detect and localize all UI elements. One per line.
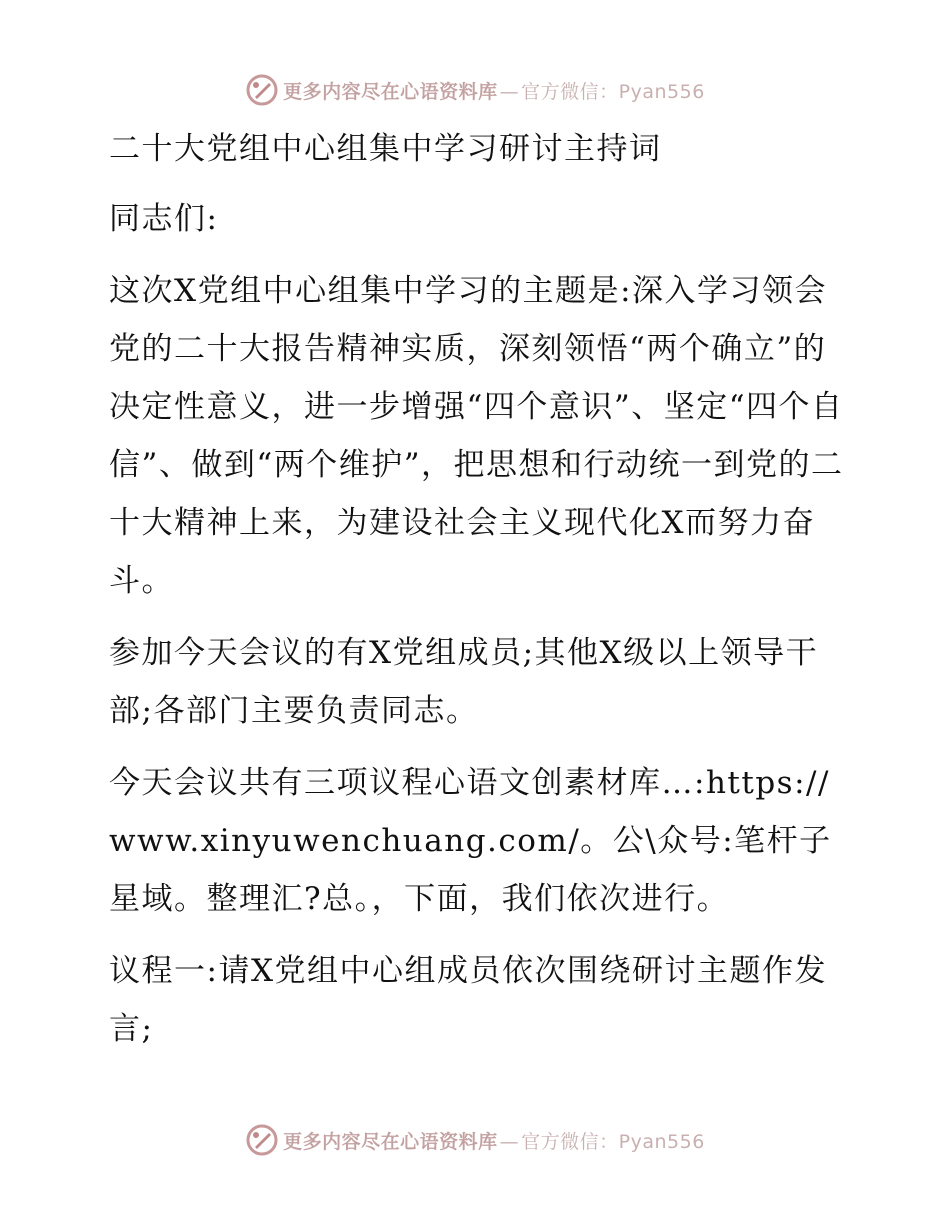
- document-body: [97, 120, 857, 1072]
- watermark-main-text: 更多内容尽在心语资料库: [283, 1130, 498, 1153]
- footer-watermark: [0, 1120, 950, 1160]
- watermark-sub-text: 官方微信：Pyan556: [521, 80, 705, 103]
- paragraph-agenda: 今天会议共有三项议程心语文创素材库…:https://www.xinyuwenchuang.com/。公\众号:笔杆子星域。整理汇?总。，下面，我们依次进行。: [109, 765, 832, 917]
- paragraph-theme: 这次X党组中心组集中学习的主题是:深入学习领会党的二十大报告精神实质，深刻领悟“两个确立”的决定性意义，进一步增强“四个意识”、坚定“四个自信”、做到“两个维护”，把思想和行动统一到党的二十大精神上来，为建设社会主义现代化X而努力奋斗。: [109, 273, 844, 599]
- header-watermark: [0, 70, 950, 110]
- document-greeting: 同志们:: [109, 201, 219, 237]
- watermark-sub-text: 官方微信：Pyan556: [521, 1130, 705, 1153]
- paragraph-attendees: 参加今天会议的有X党组成员;其他X级以上领导干部;各部门主要负责同志。: [109, 635, 819, 729]
- document-title: 二十大党组中心组集中学习研讨主持词: [109, 131, 662, 167]
- watermark-logo-icon: [245, 1123, 279, 1157]
- watermark-dash: —: [499, 80, 520, 103]
- paragraph-agenda-item-one: 议程一:请X党组中心组成员依次围绕研讨主题作发言;: [109, 953, 828, 1047]
- watermark-dash: —: [499, 1130, 520, 1153]
- watermark-main-text: 更多内容尽在心语资料库: [283, 80, 498, 103]
- watermark-logo-icon: [245, 73, 279, 107]
